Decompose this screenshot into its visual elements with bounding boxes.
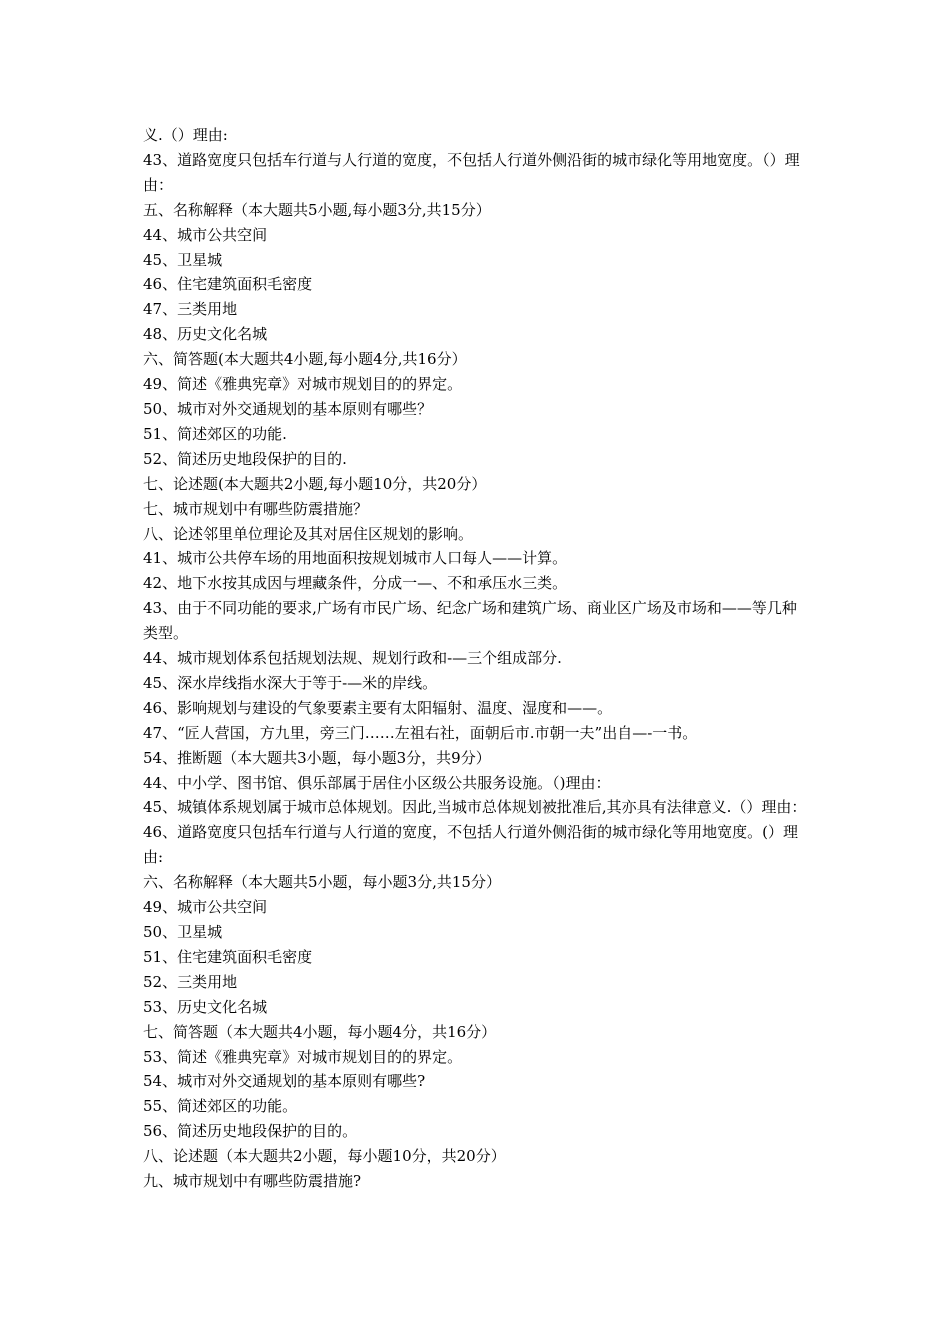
question-item: 51、简述郊区的功能.: [143, 424, 287, 443]
question-item: 45、卫星城: [143, 250, 223, 269]
question-item: 49、城市公共空间: [143, 898, 268, 917]
question-item: 51、住宅建筑面积毛密度: [143, 947, 313, 966]
judgement-item: 45、城镇体系规划属于城市总体规划。因此,当城市总体规划被批准后,其亦具有法律意义.（）理由：: [143, 798, 807, 817]
fill-blank-item: 47、“匠人营国，方九里，旁三门……左祖右社，面朝后市.市朝一夫”出自—-一书。: [143, 723, 698, 742]
section-heading-short-answer: 七、简答题（本大题共4小题，每小题4分，共16分）: [143, 1022, 497, 1041]
question-item: 49、简述《雅典宪章》对城市规划目的的界定。: [143, 375, 463, 394]
question-item: 七、城市规划中有哪些防震措施？: [143, 499, 369, 518]
fill-blank-item: 43、由于不同功能的要求,广场有市民广场、纪念广场和建筑广场、商业区广场及市场和——等几种类型。: [143, 599, 797, 643]
section-heading-short-answer: 六、简答题(本大题共4小题,每小题4分,共16分）: [143, 350, 467, 369]
question-item: 53、历史文化名城: [143, 997, 268, 1016]
question-item: 52、简述历史地段保护的目的.: [143, 449, 347, 468]
fill-blank-item: 41、城市公共停车场的用地面积按规划城市人口每人——计算。: [143, 549, 568, 568]
question-item: 44、城市公共空间: [143, 225, 268, 244]
question-item: 八、论述邻里单位理论及其对居住区规划的影响。: [143, 524, 474, 543]
question-item: 56、简述历史地段保护的目的。: [143, 1122, 358, 1141]
judgement-item: 44、中小学、图书馆、俱乐部属于居住小区级公共服务设施。（)理由：: [143, 773, 611, 792]
section-heading-essay: 七、论述题(本大题共2小题,每小题10分，共20分）: [143, 474, 487, 493]
question-item: 50、卫星城: [143, 923, 223, 941]
text-line: 义.（）理由:: [143, 126, 228, 144]
question-item: 九、城市规划中有哪些防震措施?: [143, 1172, 362, 1191]
question-item: 54、城市对外交通规划的基本原则有哪些?: [143, 1072, 426, 1091]
section-heading-essay: 八、论述题（本大题共2小题，每小题10分，共20分）: [143, 1147, 506, 1166]
question-43-reason: 43、道路宽度只包括车行道与人行道的宽度，不包括人行道外侧沿街的城市绿化等用地宽度。（）理由：: [143, 150, 800, 194]
fill-blank-item: 45、深水岸线指水深大于等于-—米的岸线。: [143, 673, 438, 692]
fill-blank-item: 46、影响规划与建设的气象要素主要有太阳辐射、温度、湿度和——。: [143, 698, 613, 717]
section-heading-term-definition: 五、名称解释（本大题共5小题,每小题3分,共15分）: [143, 200, 491, 219]
section-heading-judgement: 54、推断题（本大题共3小题，每小题3分，共9分）: [143, 748, 491, 767]
document-body: [143, 123, 811, 1194]
question-item: 53、简述《雅典宪章》对城市规划目的的界定。: [143, 1047, 463, 1066]
question-item: 52、三类用地: [143, 972, 238, 991]
question-item: 50、城市对外交通规划的基本原则有哪些？: [143, 399, 433, 418]
question-item: 48、历史文化名城: [143, 325, 268, 344]
fill-blank-item: 42、地下水按其成因与埋藏条件，分成一—、不和承压水三类。: [143, 574, 568, 593]
question-item: 47、三类用地: [143, 300, 238, 319]
section-heading-term-definition: 六、名称解释（本大题共5小题，每小题3分,共15分）: [143, 873, 501, 892]
fill-blank-item: 44、城市规划体系包括规划法规、规划行政和-—三个组成部分.: [143, 649, 562, 668]
question-item: 55、简述郊区的功能。: [143, 1097, 298, 1116]
judgement-item: 46、道路宽度只包括车行道与人行道的宽度，不包括人行道外侧沿街的城市绿化等用地宽度。(）理由:: [143, 823, 798, 867]
question-item: 46、住宅建筑面积毛密度: [143, 275, 313, 294]
